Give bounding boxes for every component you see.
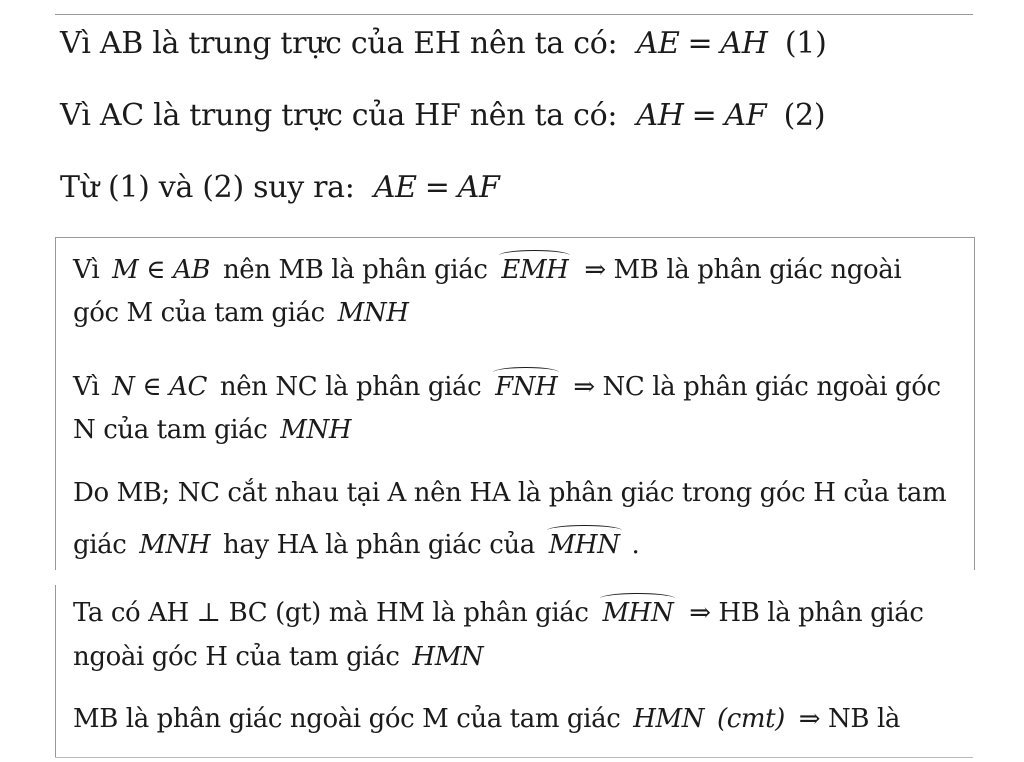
text-segment: MB là phân giác ngoài góc M của tam giác	[73, 704, 621, 734]
angle-symbol: MHN	[548, 530, 620, 560]
angle-symbol: FNH	[495, 372, 558, 402]
angle-symbol: EMH	[501, 255, 569, 285]
text-segment: ⇒ MB là phân giác ngoài	[584, 255, 902, 285]
math-expression: (cmt)	[716, 704, 785, 734]
text-segment: .	[631, 530, 640, 560]
proof-line-1	[60, 26, 826, 61]
text-segment: ngoài góc H của tam giác	[73, 642, 400, 672]
math-op: =	[424, 170, 450, 205]
math-lhs: AE	[373, 170, 417, 205]
math-rhs: AF	[724, 98, 767, 133]
text-segment: nên NC là phân giác	[219, 372, 482, 402]
box1-line-2	[73, 298, 414, 328]
box2-line-2	[73, 642, 488, 672]
proof-box-1	[55, 237, 975, 570]
math-expression: MNH	[337, 298, 409, 328]
text-segment: ⇒ NB là	[798, 704, 900, 734]
math-expression: M ∈ AB	[112, 255, 211, 285]
text-segment: ⇒ NC là phân giác ngoài góc	[573, 372, 941, 402]
bottom-divider	[55, 757, 973, 758]
text-segment: giác	[73, 530, 127, 560]
box1-line-3	[73, 372, 941, 402]
proof-text: Vì AB là trung trực của EH nên ta có:	[60, 26, 618, 61]
math-rhs: AF	[457, 170, 500, 205]
proof-text: Vì AC là trung trực của HF nên ta có:	[60, 98, 618, 133]
box1-line-5	[73, 478, 946, 508]
math-expression: N ∈ AC	[112, 372, 207, 402]
math-op: =	[687, 26, 713, 61]
text-segment: Ta có AH ⊥ BC (gt) mà HM là phân giác	[73, 598, 589, 628]
math-expression: MNH	[139, 530, 211, 560]
equation-tag: (2)	[783, 98, 826, 133]
math-rhs: AH	[720, 26, 768, 61]
text-segment: góc M của tam giác	[73, 298, 325, 328]
box2-line-3	[73, 704, 900, 734]
text-segment: Vì	[73, 372, 100, 402]
proof-line-2	[60, 98, 825, 133]
box1-line-6	[73, 530, 639, 560]
box1-line-4	[73, 415, 356, 445]
text-segment: nên MB là phân giác	[222, 255, 488, 285]
top-divider	[55, 14, 973, 15]
text-segment: Vì	[73, 255, 100, 285]
math-lhs: AE	[636, 26, 680, 61]
math-op: =	[691, 98, 717, 133]
text-segment: N của tam giác	[73, 415, 268, 445]
proof-line-3	[60, 170, 500, 205]
proof-text: Từ (1) và (2) suy ra:	[60, 170, 355, 205]
text-segment: Do MB; NC cắt nhau tại A nên HA là phân giác trong góc H của tam	[73, 478, 947, 508]
equation-tag: (1)	[784, 26, 827, 61]
text-segment: hay HA là phân giác của	[223, 530, 535, 560]
math-expression: HMN	[412, 642, 484, 672]
box1-line-1	[73, 255, 901, 285]
math-lhs: AH	[636, 98, 684, 133]
angle-symbol: MHN	[602, 598, 674, 628]
math-expression: MNH	[280, 415, 352, 445]
text-segment: ⇒ HB là phân giác	[689, 598, 924, 628]
box2-line-1	[73, 598, 923, 628]
math-expression: HMN	[633, 704, 705, 734]
